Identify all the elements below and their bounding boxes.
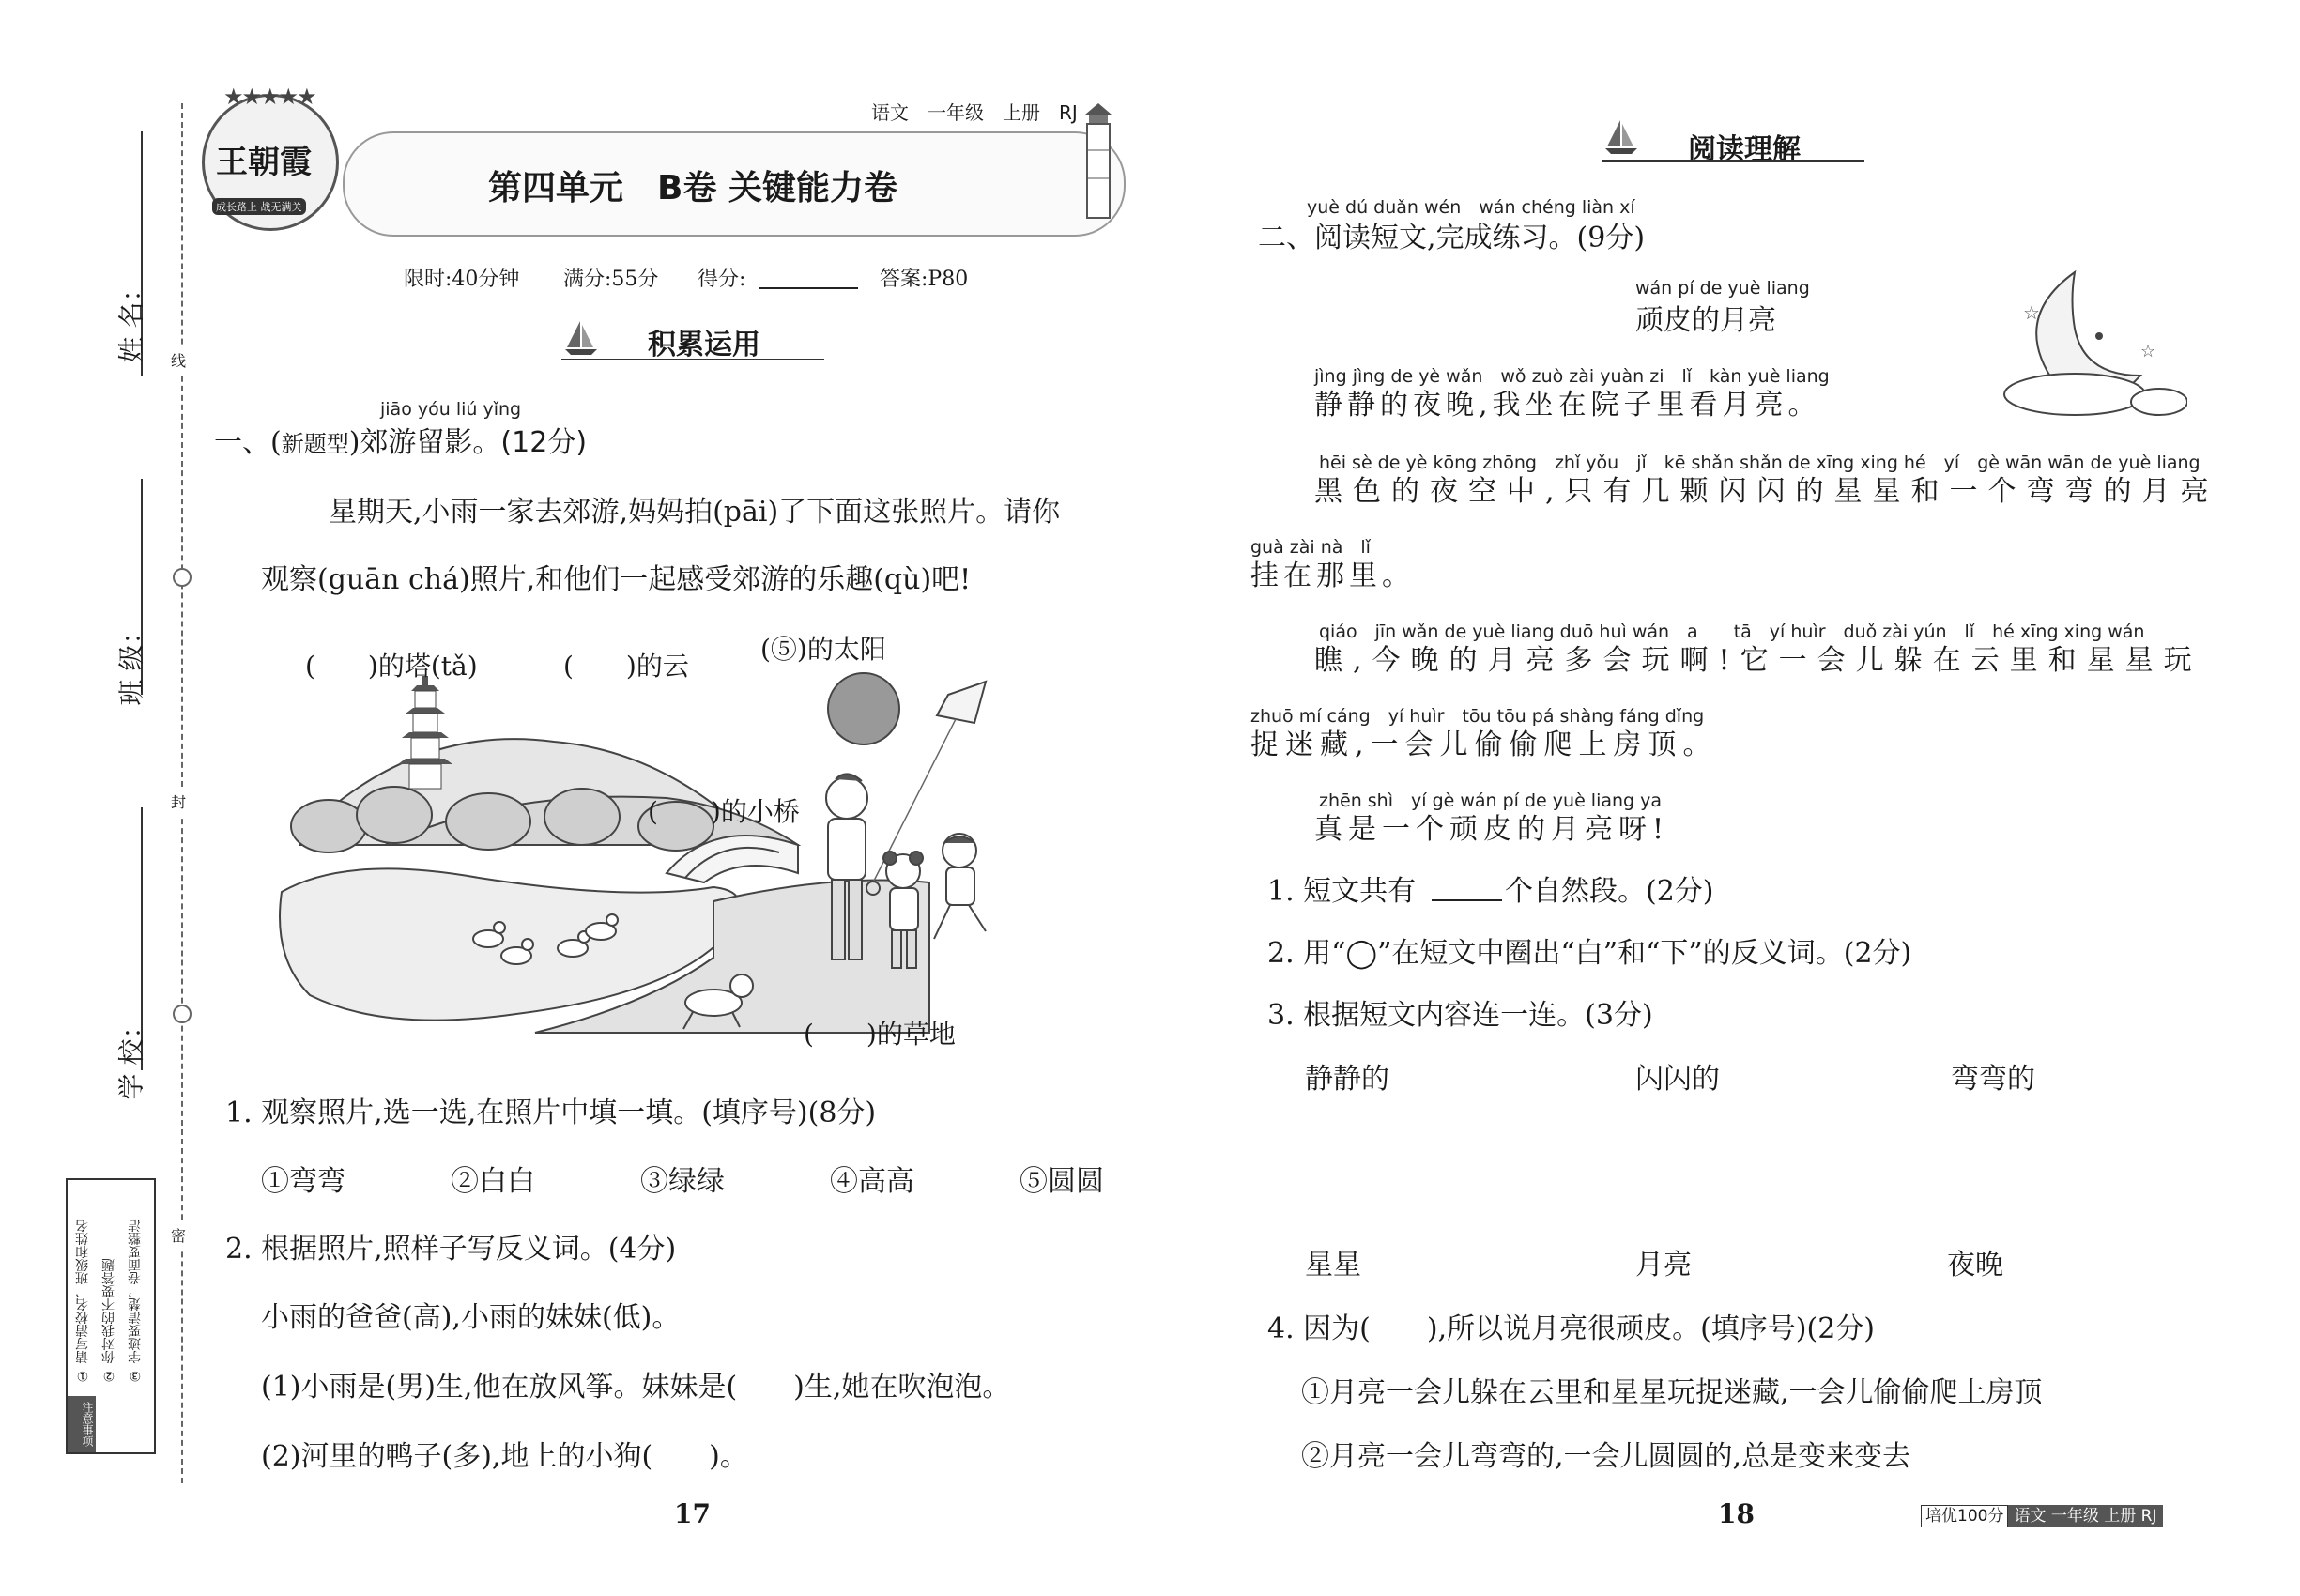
paragraph-count-blank[interactable] (1432, 899, 1502, 901)
antonym-line-1[interactable]: (1)小雨是(男)生,他在放风筝。妹妹是( )生,她在吹泡泡。 (261, 1371, 1011, 1404)
sun-label[interactable]: (⑤)的太阳 (760, 634, 886, 665)
p2-pinyin: hēi sè de yè kōng zhōng zhǐ yǒu jǐ kē shǎn shǎn de xīng xing hé yí gè wān wān de yuè liang (1319, 453, 2200, 473)
note-item: ② 你对我的不要答题 (101, 1258, 116, 1383)
seal-mark-line: 线 (171, 345, 186, 375)
rq4-text[interactable]: 4. 因为( ),所以说月亮很顽皮。(填序号)(2分) (1267, 1312, 1876, 1345)
story-title-pinyin: wán pí de yuè liang (1635, 278, 1810, 299)
class-label: 班 级： (115, 618, 147, 706)
option: ④高高 (830, 1165, 914, 1198)
score-label: 得分: (698, 268, 746, 291)
heading-underline (561, 359, 824, 361)
footer-info: 语文 一年级 上册 RJ (2008, 1505, 2162, 1527)
notes-box (66, 1178, 156, 1454)
full-score: 满分:55分 (563, 268, 659, 291)
q1-label (214, 419, 587, 460)
q2-title: 二、阅读短文,完成练习。(9分) (1258, 222, 1646, 254)
sailboat-icon (1603, 118, 1639, 156)
q1-title: 郊游留影。(12分) (360, 426, 588, 459)
brand-logo (202, 84, 339, 231)
q1-intro-line1: 星期天,小雨一家去郊游,妈妈拍(pāi)了下面这张照片。请你 (329, 496, 1061, 529)
section-title: 积累运用 (648, 329, 760, 361)
footer-tag: 培优100分 (1921, 1505, 2008, 1527)
match-top-item[interactable]: 弯弯的 (1951, 1063, 2035, 1096)
page-title: 第四单元 B卷 关键能力卷 (488, 169, 897, 207)
q1-intro-line2: 观察(guān chá)照片,和他们一起感受郊游的乐趣(qù)吧! (261, 563, 972, 596)
moon-illustration (2000, 263, 2187, 427)
stars-icon: ★★★★★ (223, 84, 315, 110)
match-bottom-item[interactable]: 夜晚 (1947, 1249, 2003, 1281)
p2b-pinyin: guà zài nà lǐ (1250, 537, 1371, 558)
match-bottom-item[interactable]: 月亮 (1635, 1249, 1692, 1281)
sub-question-1: 1. 观察照片,选一选,在照片中填一填。(填序号)(8分) (225, 1097, 877, 1129)
rq2-text: 2. 用“◯”在短文中圈出“白”和“下”的反义词。(2分) (1267, 937, 1912, 970)
story-title: 顽皮的月亮 (1635, 304, 1776, 337)
punch-hole-icon (173, 568, 192, 587)
q1-number: 一、( (214, 426, 282, 459)
bridge-label[interactable]: ( )的小桥 (648, 796, 800, 827)
page-number-right: 18 (1718, 1498, 1755, 1529)
paragraph-2[interactable]: 黑色的夜空中,只有几颗闪闪的星星和一个弯弯的月亮 (1314, 475, 2219, 508)
q1-pinyin: jiāo yóu liú yǐng (380, 399, 522, 420)
lighthouse-icon (1080, 103, 1117, 225)
sun-icon (828, 673, 899, 744)
grass-label[interactable]: ( )的草地 (804, 1019, 956, 1050)
p3-pinyin: qiáo jīn wǎn de yuè liang duō huì wán a tā yí huìr duǒ zài yún lǐ hé xīng xing wán (1319, 622, 2145, 642)
xiaoyu-figure (934, 834, 986, 939)
brand-name: 王朝霞 (216, 144, 312, 181)
time-limit: 限时:40分钟 (404, 268, 520, 291)
cloud-label[interactable]: ( )的云 (563, 651, 689, 682)
antonym-line-2[interactable]: (2)河里的鸭子(多),地上的小狗( )。 (261, 1440, 748, 1473)
seal-mark-dense: 密 (171, 1220, 186, 1250)
option: ①弯弯 (261, 1165, 345, 1198)
seal-mark-seal: 封 (171, 787, 186, 816)
note-item: ③ 字迹要清楚，卷面要整洁 (128, 1219, 143, 1383)
q2-pinyin: yuè dú duǎn wén wán chéng liàn xí (1307, 197, 1635, 218)
rq4-option-1: ①月亮一会儿躲在云里和星星玩捉迷藏,一会儿偷偷爬上房顶 (1301, 1376, 2043, 1409)
school-label: 学 校： (115, 1012, 147, 1100)
option: ⑤圆圆 (1020, 1165, 1104, 1198)
paragraph-2-cont[interactable]: 挂在那里。 (1250, 560, 1415, 592)
subject-line: 语文 一年级 上册 RJ (871, 101, 1078, 124)
notes-title: 注意事项 (68, 1396, 96, 1452)
antonym-example: 小雨的爸爸(高),小雨的妹妹(低)。 (261, 1301, 681, 1334)
option: ②白白 (451, 1165, 535, 1198)
new-type-tag: 新题型 (281, 431, 349, 457)
heading-underline (1602, 160, 1864, 162)
rq1-text-end: 个自然段。(2分) (1505, 875, 1714, 908)
match-top-item[interactable]: 闪闪的 (1635, 1063, 1720, 1096)
note-item: ① 请写清校名、班级和姓名 (75, 1219, 90, 1383)
rq1-text: 1. 短文共有 (1267, 875, 1417, 908)
photo-scene (272, 657, 1136, 1051)
svg-text:☆: ☆ (2140, 342, 2156, 361)
p1-pinyin: jìng jìng de yè wǎn wǒ zuò zài yuàn zi lǐ kàn yuè liang (1314, 366, 1830, 387)
match-bottom-item[interactable]: 星星 (1305, 1249, 1361, 1281)
score-input[interactable] (759, 287, 858, 289)
paragraph-3-cont[interactable]: 捉迷藏,一会儿偷偷爬上房顶。 (1250, 729, 1718, 761)
p3b-pinyin: zhuō mí cáng yí huìr tōu tōu pá shàng fáng dǐng (1250, 706, 1705, 727)
section-title: 阅读理解 (1688, 133, 1801, 166)
punch-hole-icon (173, 1005, 192, 1023)
rq4-option-2: ②月亮一会儿弯弯的,一会儿圆圆的,总是变来变去 (1301, 1440, 1911, 1473)
brand-slogan: 成长路上 战无满关 (212, 198, 306, 215)
paragraph-1[interactable]: 静静的夜晚,我坐在院子里看月亮。 (1314, 389, 1821, 422)
page-number-left: 17 (674, 1498, 711, 1529)
p4-pinyin: zhēn shì yí gè wán pí de yuè liang ya (1319, 790, 1663, 811)
sailboat-icon (563, 319, 599, 357)
paragraph-4[interactable]: 真是一个顽皮的月亮呀! (1314, 813, 1670, 846)
tower-label[interactable]: ( )的塔(tǎ) (305, 651, 478, 682)
paragraph-3[interactable]: 瞧,今晚的月亮多会玩啊!它一会儿躲在云里和星星玩 (1314, 644, 2202, 677)
match-top-item[interactable]: 静静的 (1305, 1063, 1389, 1096)
rq3-text: 3. 根据短文内容连一连。(3分) (1267, 999, 1653, 1032)
q1-tag-close: ) (348, 426, 360, 459)
svg-text:☆: ☆ (2023, 301, 2040, 324)
footer-bar (1921, 1502, 2163, 1526)
sub-question-2: 2. 根据照片,照样子写反义词。(4分) (225, 1233, 677, 1266)
name-label: 姓 名： (115, 275, 147, 363)
option: ③绿绿 (640, 1165, 725, 1198)
answer-ref: 答案:P80 (880, 268, 969, 291)
